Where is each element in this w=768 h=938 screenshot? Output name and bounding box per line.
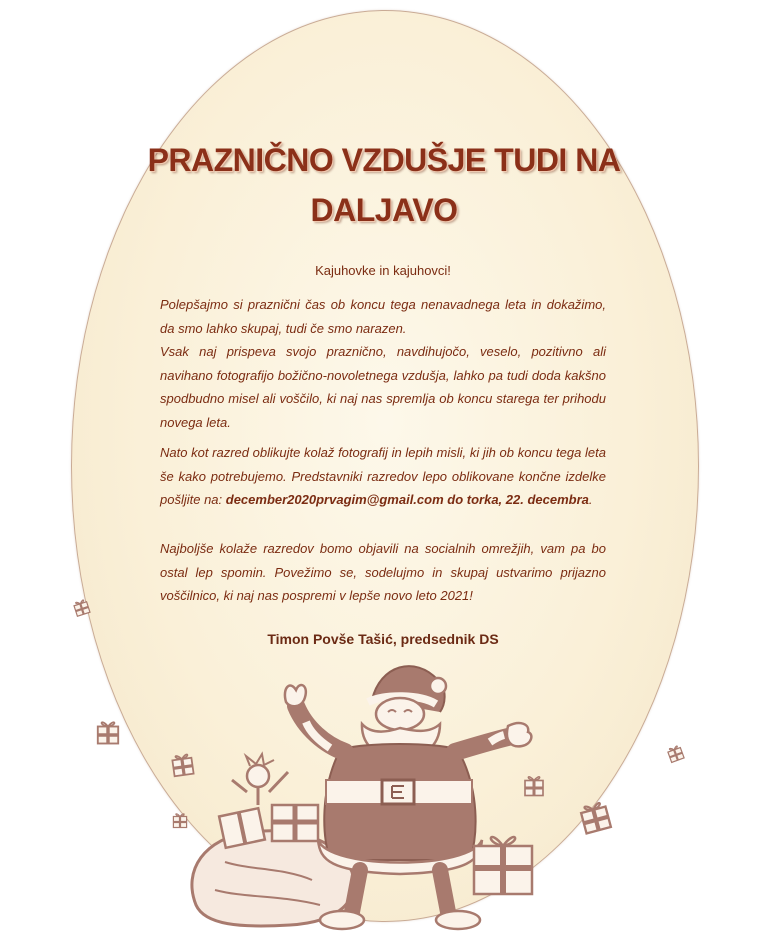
email-address: december2020prvagim@gmail.com — [225, 492, 444, 507]
gift-box-icon — [173, 814, 186, 828]
gift-box-icon — [73, 599, 90, 616]
deadline: do torka, 22. decembra — [443, 492, 589, 507]
submit-end: . — [588, 492, 593, 507]
gift-box-icon — [525, 777, 543, 796]
title-line-1: PRAZNIČNO VZDUŠJE TUDI NA — [147, 142, 621, 178]
gift-box-icon — [98, 722, 118, 743]
greeting: Kajuhovke in kajuhovci! — [315, 263, 451, 278]
closing-paragraph: Najboljše kolaže razredov bomo objavili na socialnih omrežjih, vam pa bo ostal lep spomin. Povežimo se, sodelujmo in skupaj ustvarimo prijazno voščilnico, ki naj nas pospremi v lepše novo leto 2021! — [160, 541, 606, 603]
title-line-2: DALJAVO — [310, 192, 458, 228]
signature: Timon Povše Tašić, predsednik DS — [267, 631, 499, 647]
gift-box-icon — [580, 802, 611, 834]
intro-paragraph: Polepšajmo si praznični čas ob koncu tega nenavadnega leta in dokažimo, da smo lahko skupaj, tudi če smo narazen. — [160, 297, 606, 336]
gift-box-icon — [667, 745, 684, 762]
contribution-paragraph: Vsak naj prispeva svojo praznično, navdihujočo, veselo, pozitivno ali navihano fotografijo božično-novoletnega vzdušja, lahko pa tudi doda kakšno spodbudno misel ali voščilo, ki naj nas spremlja ob koncu starega ter prihodu novega leta. — [160, 344, 606, 430]
gift-box-icon — [172, 754, 194, 776]
submit-text: Nato kot razred oblikujte kolaž fotografij in lepih misli, ki jih ob koncu tega leta še kako potrebujemo. Predstavniki razredov lepo oblikovane končne izdelke pošljite na: — [160, 445, 606, 507]
gift-box-icon — [474, 837, 532, 894]
